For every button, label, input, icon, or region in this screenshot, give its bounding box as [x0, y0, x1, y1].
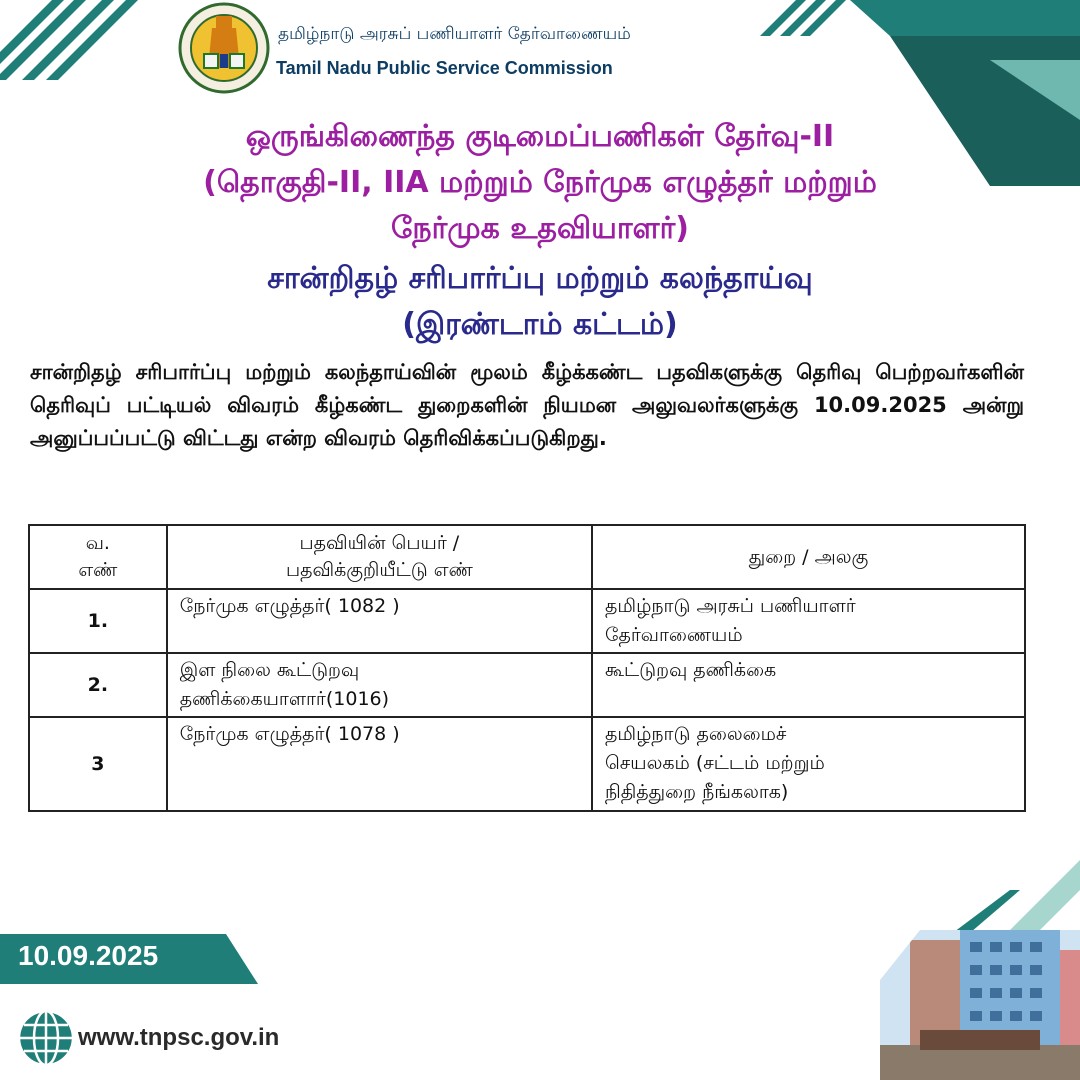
row-post-name	[167, 717, 592, 811]
header	[178, 2, 698, 94]
dept-line-1: தமிழ்நாடு தலைமைச்	[605, 723, 787, 745]
post-line-1: நேர்முக எழுத்தர்( 1082 )	[179, 595, 400, 617]
header-post-name	[167, 525, 592, 589]
subtitle-line-2: (இரண்டாம் கட்டம்)	[402, 307, 678, 342]
globe-icon	[16, 1008, 76, 1068]
header-department: துறை / அலகு	[592, 525, 1025, 589]
table-row	[29, 653, 1025, 717]
post-line-2: தணிக்கையாளார்(1016)	[179, 688, 390, 710]
dept-line-1: கூட்டுறவு தணிக்கை	[605, 659, 777, 681]
dept-line-3: நிதித்துறை நீங்கலாக)	[605, 781, 789, 803]
exam-title-line-3: நேர்முக உதவியாளர்)	[391, 211, 689, 246]
header-post-line-2: பதவிக்குறியீட்டு எண்	[285, 559, 473, 581]
header-post-line-1: பதவியின் பெயர் /	[299, 532, 460, 554]
exam-title	[40, 114, 1040, 252]
tnpsc-building-photo	[880, 910, 1080, 1080]
website-link[interactable]: www.tnpsc.gov.in	[78, 1024, 280, 1051]
selection-table	[28, 524, 1026, 812]
exam-title-line-1: ஒருங்கிணைந்த குடிமைப்பணிகள் தேர்வு-II	[245, 119, 835, 154]
dept-line-2: செயலகம் (சட்டம் மற்றும்	[605, 752, 825, 774]
row-department	[592, 589, 1025, 653]
dept-line-1: தமிழ்நாடு அரசுப் பணியாளர்	[605, 595, 856, 617]
row-department	[592, 653, 1025, 717]
row-department	[592, 717, 1025, 811]
subtitle-line-1: சான்றிதழ் சரிபார்ப்பு மற்றும் கலந்தாய்வு	[267, 261, 813, 296]
header-sn-line-2: எண்	[78, 559, 118, 581]
top-left-stripes-decoration	[0, 0, 160, 80]
post-line-1: நேர்முக எழுத்தர்( 1078 )	[179, 723, 400, 745]
row-serial-number: 2.	[29, 653, 167, 717]
table-header-row	[29, 525, 1025, 589]
announcement-paragraph: சான்றிதழ் சரிபார்ப்பு மற்றும் கலந்தாய்வின் மூலம் கீழ்க்கண்ட பதவிகளுக்கு தெரிவு பெற்றவர்களின் தெரிவுப் பட்டியல் விவரம் கீழ்கண்ட துறைகளின் நியமன அலுவலர்களுக்கு 10.09.2025 அன்று அனுப்பப்பட்டு விட்டது என்ற விவரம் தெரிவிக்கப்படுகிறது.	[30, 360, 1024, 450]
subtitle	[40, 256, 1040, 348]
exam-title-line-2: (தொகுதி-II, IIA மற்றும் நேர்முக எழுத்தர் மற்றும்	[203, 165, 877, 200]
row-post-name	[167, 653, 592, 717]
header-sn-line-1: வ.	[85, 532, 110, 554]
row-serial-number: 3	[29, 717, 167, 811]
dept-line-2: தேர்வாணையம்	[605, 624, 743, 646]
post-line-1: இள நிலை கூட்டுறவு	[179, 659, 360, 681]
table-row	[29, 589, 1025, 653]
row-post-name	[167, 589, 592, 653]
table-row	[29, 717, 1025, 811]
org-name-tamil: தமிழ்நாடு அரசுப் பணியாளர் தேர்வாணையம்	[278, 24, 631, 44]
row-serial-number: 1.	[29, 589, 167, 653]
org-name-english: Tamil Nadu Public Service Commission	[276, 58, 613, 78]
tamil-nadu-emblem-icon	[178, 2, 270, 94]
publish-date: 10.09.2025	[18, 940, 159, 971]
header-serial-number	[29, 525, 167, 589]
